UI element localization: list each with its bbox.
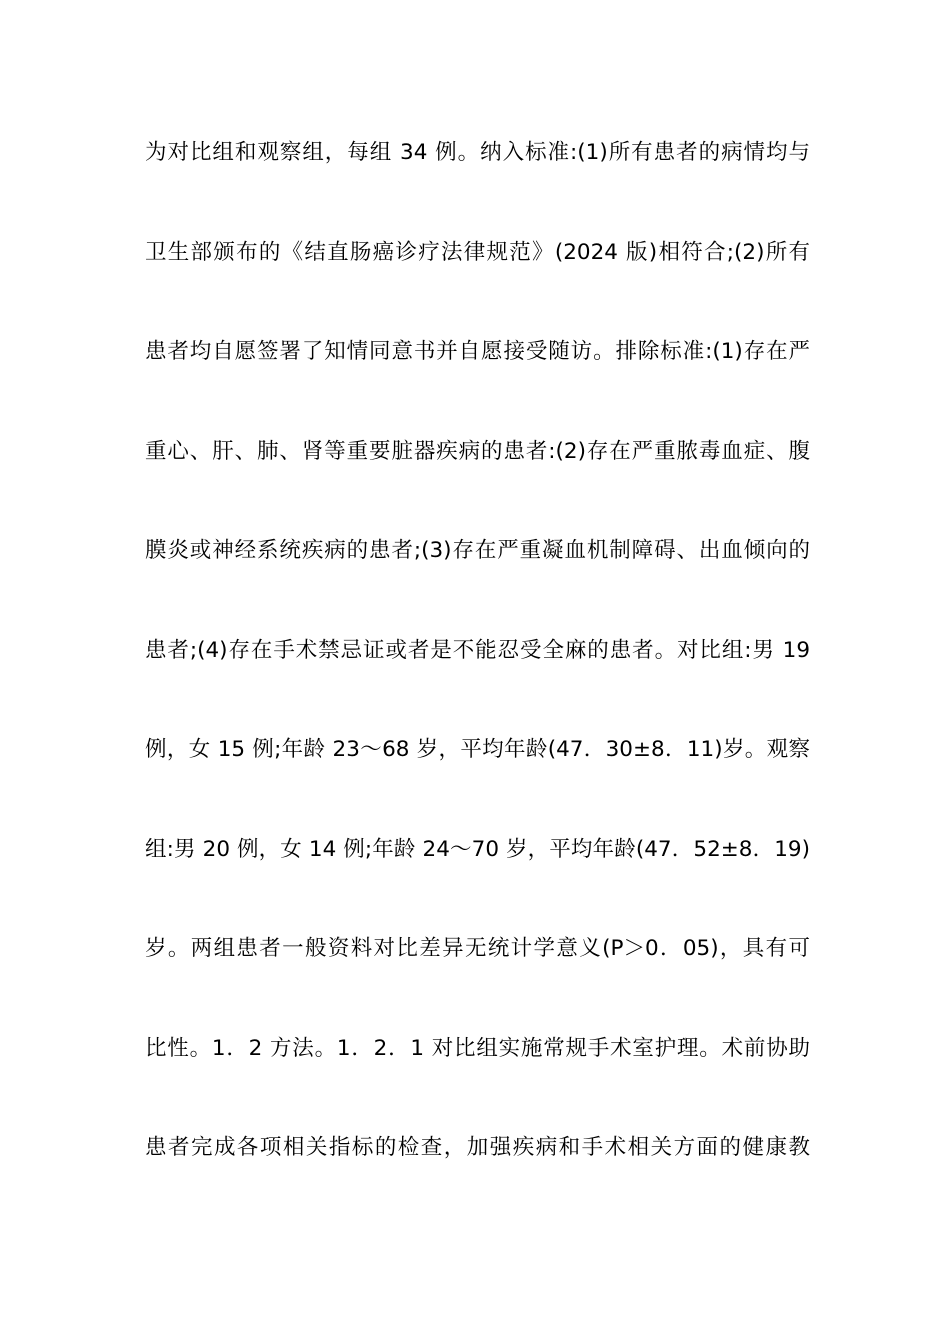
text-line: 岁。两组患者一般资料对比差异无统计学意义(P＞0．05)，具有可 — [145, 936, 810, 961]
text-line: 为对比组和观察组，每组 34 例。纳入标准:(1)所有患者的病情均与 — [145, 140, 810, 165]
text-line: 患者;(4)存在手术禁忌证或者是不能忍受全麻的患者。对比组:男 19 — [145, 637, 810, 663]
text-line: 比性。1．2 方法。1．2．1 对比组实施常规手术室护理。术前协助 — [145, 1035, 810, 1061]
text-line: 患者均自愿签署了知情同意书并自愿接受随访。排除标准:(1)存在严 — [145, 339, 810, 364]
text-line: 卫生部颁布的《结直肠癌诊疗法律规范》(2024 版)相符合;(2)所有 — [145, 239, 810, 265]
text-line: 例，女 15 例;年龄 23～68 岁，平均年龄(47．30±8．11)岁。观察 — [145, 737, 810, 762]
text-line: 重心、肝、肺、肾等重要脏器疾病的患者:(2)存在严重脓毒血症、腹 — [145, 438, 810, 464]
text-line: 膜炎或神经系统疾病的患者;(3)存在严重凝血机制障碍、出血倾向的 — [145, 538, 810, 563]
body-text — [145, 131, 810, 1226]
text-line: 患者完成各项相关指标的检查，加强疾病和手术相关方面的健康教 — [145, 1135, 810, 1160]
text-line: 组:男 20 例，女 14 例;年龄 24～70 岁，平均年龄(47．52±8．19) — [145, 836, 810, 862]
